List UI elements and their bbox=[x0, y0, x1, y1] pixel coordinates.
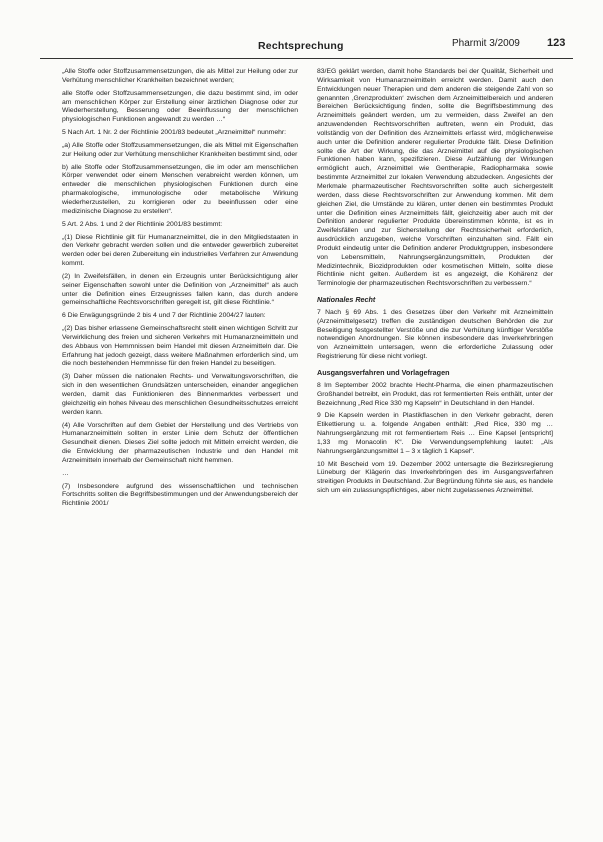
left-paragraph: alle Stoffe oder Stoffzusammensetzungen, die dazu bestimmt sind, im oder am menschlichen Körper zur Erstellung einer ärztlichen Diagnose oder zur Wiederherstellung, Besserung oder Beeinflussung der menschlichen physiologischen Funktionen angewandt zu werden …“ bbox=[62, 89, 298, 124]
left-paragraph: b) alle Stoffe oder Stoffzusammensetzungen, die im oder am menschlichen Körper verwendet oder einem Menschen verabreicht werden können, um entweder die menschlichen physiologischen Funktionen durch eine pharmakologische, immunologische oder metabolische Wirkung wiederherzustellen, zu korrigieren oder zu beeinflussen oder eine medizinische Diagnose zu erstellen“. bbox=[62, 163, 298, 215]
right-paragraph: 9 Die Kapseln werden in Plastikflaschen in den Verkehr gebracht, deren Etikettierung u. a. folgende Angaben enthält: „Red Rice, 330 mg … Nahrungsergänzung mit rot fermentiertem Reis … Eine Kapsel [entspricht] 1,33 mg Monacolin K“. Die Verwendungsempfehlung lautet: „Als Nahrungsergänzungsmittel 1 – 3 x täglich 1 Kapsel“. bbox=[317, 412, 553, 455]
heading-national-law: Nationales Recht bbox=[317, 295, 376, 305]
left-paragraph: (3) Daher müssen die nationalen Rechts- und Verwaltungsvorschriften, die sich in den wesentlichen Grundsätzen unterscheiden, einander angeglichen werden, damit das Funktionieren des Binnenmarktes verbessert und gleichzeitig ein hohes Niveau des menschlichen Gesundheitsschutzes erreicht werden kann. bbox=[62, 373, 298, 416]
left-ellipsis: … bbox=[62, 469, 69, 477]
left-paragraph: „(2) Das bisher erlassene Gemeinschaftsrecht stellt einen wichtigen Schritt zur Verwirklichung des freien und sicheren Verkehrs mit Humanarzneimitteln und des Abbaus von Hemmnissen beim Handel mit diesen Arzneimitteln dar. Die Erfahrung hat jedoch gezeigt, dass weitere Maßnahmen erforderlich sind, um die noch bestehenden Hemmnisse für den freien Handel zu beseitigen. bbox=[62, 325, 298, 368]
left-paragraph: 6 Die Erwägungsgründe 2 bis 4 und 7 der Richtlinie 2004/27 lauten: bbox=[62, 312, 266, 320]
left-paragraph: 5 Art. 2 Abs. 1 und 2 der Richtlinie 2001/83 bestimmt: bbox=[62, 220, 223, 228]
left-paragraph: (2) In Zweifelsfällen, in denen ein Erzeugnis unter Berücksichtigung aller seiner Eigenschaften sowohl unter die Definition von „Arzneimittel“ als auch unter die Definition eines Erzeugnisses fallen kann, das durch andere gemeinschaftliche Rechtsvorschriften geregelt ist, gilt diese Richtlinie.“ bbox=[62, 272, 298, 307]
right-paragraph: 10 Mit Bescheid vom 19. Dezember 2002 untersagte die Bezirksregierung Lüneburg der Klägerin das Inverkehrbringen des im Ausgangsverfahren streitigen Produkts in Deutschland. Zur Begründung führte sie aus, es handele sich um ein zulassungspflichtiges, aber nicht zugelassenes Arzneimittel. bbox=[317, 460, 553, 495]
journal-title: Pharmit 3/2009 bbox=[452, 38, 520, 49]
right-column bbox=[317, 68, 553, 500]
right-paragraph: 8 Im September 2002 brachte Hecht-Pharma, die einen pharmazeutischen Großhandel betreibt, ein Produkt, das rot fermentierten Reis enthält, unter der Bezeichnung „Red Rice 330 mg Kapseln“ in Deutschland in den Handel. bbox=[317, 381, 553, 407]
left-paragraph: (7) Insbesondere aufgrund des wissenschaftlichen und technischen Fortschritts sollten die Begriffsbestimmungen und der Anwendungsbereich der Richtlinie 2001/ bbox=[62, 482, 298, 508]
right-paragraph: 83/EG geklärt werden, damit hohe Standards bei der Qualität, Sicherheit und Wirksamkeit von Humanarzneimitteln erreicht werden. Damit auch den Entwicklungen neuer Therapien und dem anderen die steigende Zahl von so genannten ‚Grenzprodukten‘ zwischen dem Arzneimittelbereich und anderen Bereichen Berücksichtigung finden, sollte die Begriffsbestimmung des Arzneimittels geändert werden, um zu vermeiden, dass Zweifel an den anzuwendenden Rechtsvorschriften auftreten, wenn ein Produkt, das vollständig von der Definition des Arzneimittels erfasst wird, möglicherweise auch unter die Definition anderer regulierter Produkte fällt. Diese Definition sollte die Art der Wirkung, die das Arzneimittel auf die physiologischen Funktionen haben kann, spezifizieren. Diese Aufzählung der Wirkungen ermöglicht auch, Arzneimittel wie Gentherapie, Radiopharmaka sowie bestimmte Arzneimittel zur lokalen Verwendung abzudecken. Angesichts der Merkmale pharmazeutischer Rechtsvorschriften sollte auch sichergestellt werden, dass diese Rechtsvorschriften zur Anwendung kommen. Mit dem gleichen Ziel, die Umstände zu klären, unter denen ein bestimmtes Produkt unter die Definition eines Arzneimittels fällt, gleichzeitig aber auch mit der Definition anderer regulierter Produkte übereinstimmen könnte, ist es in Zweifelsfällen und zur Sicherstellung der Rechtssicherheit erforderlich, ausdrücklich anzugeben, welche Vorschriften einzuhalten sind. Fällt ein Produkt eindeutig unter die Definition anderer Produktgruppen, insbesondere von Lebensmitteln, Nahrungsergänzungsmitteln, Produkten der Medizintechnik, Biozidprodukten oder kosmetischen Mitteln, sollte diese Richtlinie nicht gelten. Außerdem ist es angezeigt, die Kohärenz der Terminologie der pharmazeutischen Rechtsvorschriften zu verbessern.“ bbox=[317, 68, 553, 288]
left-paragraph: „Alle Stoffe oder Stoffzusammensetzungen, die als Mittel zur Heilung oder zur Verhütung menschlicher Krankheiten bezeichnet werden; bbox=[62, 68, 298, 84]
left-column bbox=[62, 68, 298, 513]
right-paragraph: 7 Nach § 69 Abs. 1 des Gesetzes über den Verkehr mit Arzneimitteln (Arzneimittelgesetz) treffen die zuständigen deutschen Behörden die zur Beseitigung festgestellter Verstöße und die zur Verhütung künftiger Verstöße notwendigen Anordnungen. Sie können insbesondere das Inverkehrbringen von Arzneimitteln untersagen, wenn die erforderliche Zulassung oder Registrierung für diese nicht vorliegt. bbox=[317, 308, 553, 361]
page-number: 123 bbox=[547, 37, 566, 49]
left-paragraph: 5 Nach Art. 1 Nr. 2 der Richtlinie 2001/83 bedeutet „Arzneimittel“ nunmehr: bbox=[62, 129, 287, 137]
left-paragraph: „(1) Diese Richtlinie gilt für Humanarzneimittel, die in den Mitgliedstaaten in den Verkehr gebracht werden sollen und die entweder gewerblich zubereitet werden oder bei deren Zubereitung ein industrielles Verfahren zur Anwendung kommt. bbox=[62, 233, 298, 268]
heading-proceedings: Ausgangsverfahren und Vorlagefragen bbox=[317, 368, 450, 377]
left-paragraph: (4) Alle Vorschriften auf dem Gebiet der Herstellung und des Vertriebs von Humanarzneimitteln sollten in erster Linie dem Schutz der öffentlichen Gesundheit dienen. Dieses Ziel sollte jedoch mit Mitteln erreicht werden, die die Entwicklung der pharmazeutischen Industrie und den Handel mit Arzneimitteln innerhalb der Gemeinschaft nicht hemmen. bbox=[62, 421, 298, 464]
section-title: Rechtsprechung bbox=[258, 40, 344, 52]
left-paragraph: „a) Alle Stoffe oder Stoffzusammensetzungen, die als Mittel mit Eigenschaften zur Heilung oder zur Verhütung menschlicher Krankheiten bestimmt sind, oder bbox=[62, 141, 298, 158]
